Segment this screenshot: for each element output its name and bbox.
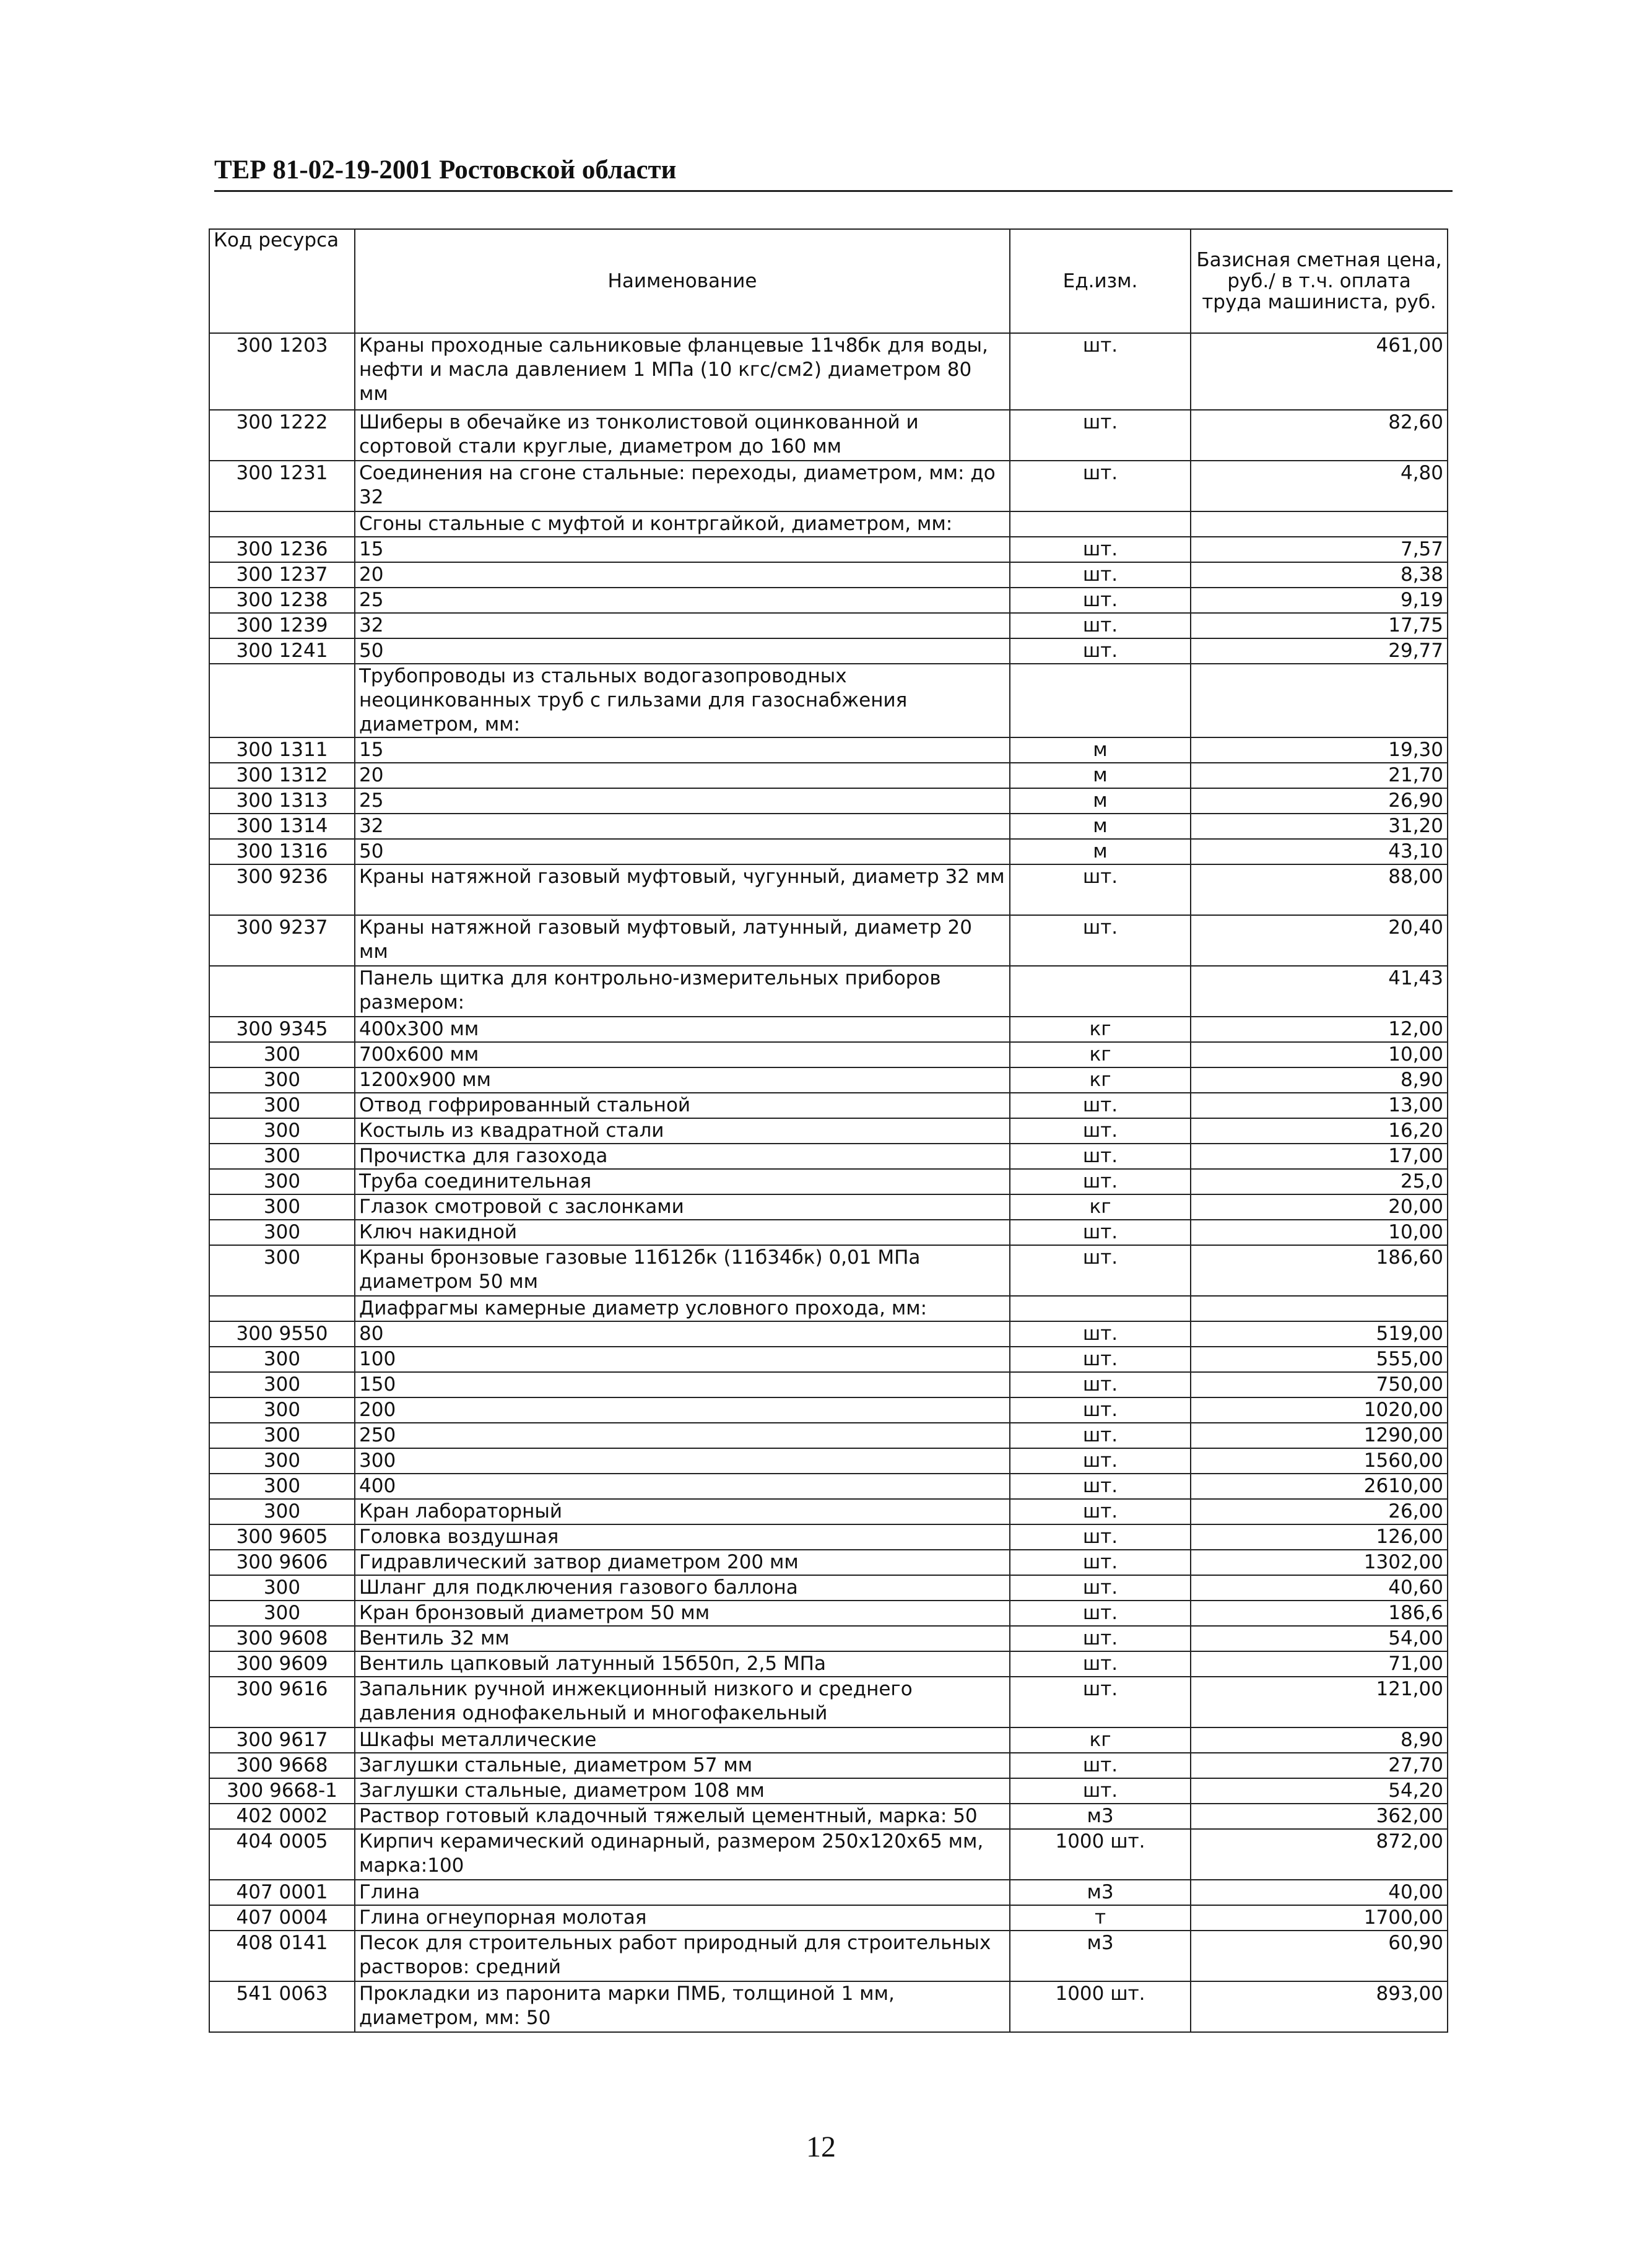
cell-name: Кирпич керамический одинарный, размером 250х120х65 мм, марка:100 bbox=[355, 1829, 1010, 1880]
cell-code: 404 0005 bbox=[209, 1829, 355, 1880]
cell-code: 300 9345 bbox=[209, 1017, 355, 1042]
cell-unit: шт. bbox=[1010, 1169, 1191, 1194]
cell-price: 362,00 bbox=[1191, 1804, 1448, 1829]
table-row bbox=[209, 1372, 1448, 1397]
cell-price: 8,90 bbox=[1191, 1727, 1448, 1753]
cell-unit: 1000 шт. bbox=[1010, 1981, 1191, 2032]
cell-code: 300 1241 bbox=[209, 638, 355, 664]
cell-name: Соединения на сгоне стальные: переходы, диаметром, мм: до 32 bbox=[355, 461, 1010, 511]
cell-price: 17,75 bbox=[1191, 613, 1448, 638]
cell-unit: шт. bbox=[1010, 1677, 1191, 1727]
table-row bbox=[209, 1778, 1448, 1804]
cell-code: 300 bbox=[209, 1499, 355, 1524]
cell-code: 300 9609 bbox=[209, 1651, 355, 1677]
cell-code: 300 9668 bbox=[209, 1753, 355, 1778]
cell-unit: шт. bbox=[1010, 1524, 1191, 1550]
table-row bbox=[209, 1626, 1448, 1651]
cell-price: 1302,00 bbox=[1191, 1550, 1448, 1575]
resource-price-table bbox=[209, 228, 1448, 2033]
cell-name: Раствор готовый кладочный тяжелый цементный, марка: 50 bbox=[355, 1804, 1010, 1829]
cell-price: 88,00 bbox=[1191, 864, 1448, 915]
cell-price: 19,30 bbox=[1191, 737, 1448, 763]
table-row bbox=[209, 1474, 1448, 1499]
cell-name: Краны натяжной газовый муфтовый, латунный, диаметр 20 мм bbox=[355, 915, 1010, 966]
table-row bbox=[209, 1981, 1448, 2032]
cell-code bbox=[209, 664, 355, 737]
cell-name: 250 bbox=[355, 1423, 1010, 1448]
table-row bbox=[209, 1499, 1448, 1524]
cell-price: 461,00 bbox=[1191, 333, 1448, 410]
cell-name: 32 bbox=[355, 814, 1010, 839]
cell-code: 300 bbox=[209, 1347, 355, 1372]
column-header-unit: Ед.изм. bbox=[1010, 229, 1191, 333]
table-row bbox=[209, 1601, 1448, 1626]
cell-price: 4,80 bbox=[1191, 461, 1448, 511]
cell-code: 300 1231 bbox=[209, 461, 355, 511]
cell-code: 300 bbox=[209, 1245, 355, 1296]
table-row bbox=[209, 1448, 1448, 1474]
cell-price: 121,00 bbox=[1191, 1677, 1448, 1727]
cell-name: Головка воздушная bbox=[355, 1524, 1010, 1550]
column-header-price: Базисная сметная цена, руб./ в т.ч. оплата труда машиниста, руб. bbox=[1191, 229, 1448, 333]
table-row bbox=[209, 814, 1448, 839]
cell-code: 300 1239 bbox=[209, 613, 355, 638]
cell-name: Панель щитка для контрольно-измерительных приборов размером: bbox=[355, 966, 1010, 1017]
cell-code: 407 0001 bbox=[209, 1880, 355, 1905]
cell-code: 300 1312 bbox=[209, 763, 355, 788]
table-row bbox=[209, 1347, 1448, 1372]
cell-name: Заглушки стальные, диаметром 108 мм bbox=[355, 1778, 1010, 1804]
table-row bbox=[209, 1804, 1448, 1829]
cell-unit: шт. bbox=[1010, 1372, 1191, 1397]
table-row bbox=[209, 1220, 1448, 1245]
cell-code: 300 bbox=[209, 1575, 355, 1601]
cell-code: 300 1203 bbox=[209, 333, 355, 410]
cell-price: 20,00 bbox=[1191, 1194, 1448, 1220]
cell-unit: кг bbox=[1010, 1194, 1191, 1220]
cell-code: 300 1237 bbox=[209, 562, 355, 588]
cell-price: 21,70 bbox=[1191, 763, 1448, 788]
table-row bbox=[209, 613, 1448, 638]
cell-price: 27,70 bbox=[1191, 1753, 1448, 1778]
cell-code: 300 9616 bbox=[209, 1677, 355, 1727]
cell-unit: шт. bbox=[1010, 1499, 1191, 1524]
cell-unit: шт. bbox=[1010, 1626, 1191, 1651]
cell-name: 25 bbox=[355, 788, 1010, 814]
cell-unit: кг bbox=[1010, 1727, 1191, 1753]
cell-name: 32 bbox=[355, 613, 1010, 638]
cell-name: Краны натяжной газовый муфтовый, чугунный, диаметр 32 мм bbox=[355, 864, 1010, 915]
cell-name: 300 bbox=[355, 1448, 1010, 1474]
document-title: ТЕР 81-02-19-2001 Ростовской области bbox=[214, 155, 677, 185]
cell-unit: шт. bbox=[1010, 1093, 1191, 1118]
cell-price: 40,00 bbox=[1191, 1880, 1448, 1905]
table-row bbox=[209, 1042, 1448, 1067]
cell-unit: шт. bbox=[1010, 333, 1191, 410]
table-row bbox=[209, 763, 1448, 788]
table-row bbox=[209, 839, 1448, 864]
cell-code: 300 9617 bbox=[209, 1727, 355, 1753]
table-row bbox=[209, 864, 1448, 915]
cell-name: 15 bbox=[355, 537, 1010, 562]
column-header-code: Код ресурса bbox=[209, 229, 355, 333]
cell-code: 300 9606 bbox=[209, 1550, 355, 1575]
table-row bbox=[209, 333, 1448, 410]
cell-unit: м3 bbox=[1010, 1931, 1191, 1981]
cell-unit: шт. bbox=[1010, 537, 1191, 562]
cell-price: 26,90 bbox=[1191, 788, 1448, 814]
table-row bbox=[209, 461, 1448, 511]
cell-price: 25,0 bbox=[1191, 1169, 1448, 1194]
table-row bbox=[209, 1397, 1448, 1423]
cell-name: Ключ накидной bbox=[355, 1220, 1010, 1245]
cell-name: Краны бронзовые газовые 11б12бк (11б34бк) 0,01 МПа диаметром 50 мм bbox=[355, 1245, 1010, 1296]
cell-price: 555,00 bbox=[1191, 1347, 1448, 1372]
cell-unit bbox=[1010, 511, 1191, 537]
table-row bbox=[209, 588, 1448, 613]
cell-unit: шт. bbox=[1010, 638, 1191, 664]
cell-name: 200 bbox=[355, 1397, 1010, 1423]
cell-name: Гидравлический затвор диаметром 200 мм bbox=[355, 1550, 1010, 1575]
table-row bbox=[209, 1651, 1448, 1677]
table-row bbox=[209, 664, 1448, 737]
cell-unit: шт. bbox=[1010, 1550, 1191, 1575]
table-row bbox=[209, 1067, 1448, 1093]
header-divider bbox=[214, 190, 1453, 192]
table-row bbox=[209, 788, 1448, 814]
cell-price: 20,40 bbox=[1191, 915, 1448, 966]
table-row bbox=[209, 1727, 1448, 1753]
cell-code: 402 0002 bbox=[209, 1804, 355, 1829]
table-row bbox=[209, 1753, 1448, 1778]
cell-price: 41,43 bbox=[1191, 966, 1448, 1017]
cell-price: 31,20 bbox=[1191, 814, 1448, 839]
cell-code: 541 0063 bbox=[209, 1981, 355, 2032]
table-row bbox=[209, 410, 1448, 461]
table-row bbox=[209, 1905, 1448, 1931]
table-row bbox=[209, 1194, 1448, 1220]
cell-name: Глина огнеупорная молотая bbox=[355, 1905, 1010, 1931]
cell-unit bbox=[1010, 966, 1191, 1017]
cell-unit bbox=[1010, 664, 1191, 737]
cell-code: 300 1316 bbox=[209, 839, 355, 864]
table-row bbox=[209, 1524, 1448, 1550]
cell-code: 300 bbox=[209, 1042, 355, 1067]
cell-unit: шт. bbox=[1010, 1601, 1191, 1626]
cell-unit: шт. bbox=[1010, 1321, 1191, 1347]
cell-price: 872,00 bbox=[1191, 1829, 1448, 1880]
cell-name: 1200х900 мм bbox=[355, 1067, 1010, 1093]
table-header-row bbox=[209, 229, 1448, 333]
table-row bbox=[209, 562, 1448, 588]
table-row bbox=[209, 537, 1448, 562]
cell-unit: 1000 шт. bbox=[1010, 1829, 1191, 1880]
table-row bbox=[209, 1144, 1448, 1169]
table-row bbox=[209, 1093, 1448, 1118]
cell-code: 300 1313 bbox=[209, 788, 355, 814]
cell-price: 40,60 bbox=[1191, 1575, 1448, 1601]
cell-name: Труба соединительная bbox=[355, 1169, 1010, 1194]
cell-name: Глина bbox=[355, 1880, 1010, 1905]
cell-name: 20 bbox=[355, 763, 1010, 788]
cell-name: Вентиль цапковый латунный 15б50п, 2,5 МПа bbox=[355, 1651, 1010, 1677]
cell-price bbox=[1191, 664, 1448, 737]
cell-code: 300 bbox=[209, 1397, 355, 1423]
table-row bbox=[209, 737, 1448, 763]
cell-price: 7,57 bbox=[1191, 537, 1448, 562]
table-row bbox=[209, 1245, 1448, 1296]
cell-name: Прокладки из паронита марки ПМБ, толщиной 1 мм, диаметром, мм: 50 bbox=[355, 1981, 1010, 2032]
cell-name: 50 bbox=[355, 638, 1010, 664]
table-row bbox=[209, 966, 1448, 1017]
cell-unit: шт. bbox=[1010, 1575, 1191, 1601]
cell-unit: шт. bbox=[1010, 864, 1191, 915]
cell-code: 300 bbox=[209, 1372, 355, 1397]
cell-name: Шланг для подключения газового баллона bbox=[355, 1575, 1010, 1601]
table-row bbox=[209, 915, 1448, 966]
cell-price: 54,00 bbox=[1191, 1626, 1448, 1651]
cell-unit: кг bbox=[1010, 1067, 1191, 1093]
cell-unit: м bbox=[1010, 788, 1191, 814]
cell-price: 750,00 bbox=[1191, 1372, 1448, 1397]
cell-code: 300 9605 bbox=[209, 1524, 355, 1550]
cell-code: 300 1236 bbox=[209, 537, 355, 562]
cell-price: 1290,00 bbox=[1191, 1423, 1448, 1448]
cell-code: 300 bbox=[209, 1423, 355, 1448]
cell-price: 71,00 bbox=[1191, 1651, 1448, 1677]
cell-name: Кран лабораторный bbox=[355, 1499, 1010, 1524]
cell-name: Трубопроводы из стальных водогазопроводных неоцинкованных труб с гильзами для газоснабжения диаметром, мм: bbox=[355, 664, 1010, 737]
cell-unit: шт. bbox=[1010, 588, 1191, 613]
cell-unit: шт. bbox=[1010, 461, 1191, 511]
cell-code: 300 bbox=[209, 1093, 355, 1118]
cell-name: Заглушки стальные, диаметром 57 мм bbox=[355, 1753, 1010, 1778]
cell-code bbox=[209, 511, 355, 537]
table-row bbox=[209, 1575, 1448, 1601]
cell-price: 12,00 bbox=[1191, 1017, 1448, 1042]
table-row bbox=[209, 1677, 1448, 1727]
cell-code: 300 bbox=[209, 1220, 355, 1245]
cell-unit: шт. bbox=[1010, 1220, 1191, 1245]
cell-code: 300 1238 bbox=[209, 588, 355, 613]
cell-name: Краны проходные сальниковые фланцевые 11ч8бк для воды, нефти и масла давлением 1 МПа (10 кгс/см2) диаметром 80 мм bbox=[355, 333, 1010, 410]
table-row bbox=[209, 1931, 1448, 1981]
cell-name: Вентиль 32 мм bbox=[355, 1626, 1010, 1651]
cell-unit: шт. bbox=[1010, 1347, 1191, 1372]
cell-name: Песок для строительных работ природный для строительных растворов: средний bbox=[355, 1931, 1010, 1981]
cell-name: 80 bbox=[355, 1321, 1010, 1347]
cell-unit: шт. bbox=[1010, 562, 1191, 588]
cell-unit: шт. bbox=[1010, 915, 1191, 966]
cell-code bbox=[209, 966, 355, 1017]
cell-price bbox=[1191, 1296, 1448, 1321]
cell-name: 700х600 мм bbox=[355, 1042, 1010, 1067]
cell-price: 2610,00 bbox=[1191, 1474, 1448, 1499]
cell-unit: м3 bbox=[1010, 1880, 1191, 1905]
cell-name: Диафрагмы камерные диаметр условного прохода, мм: bbox=[355, 1296, 1010, 1321]
cell-name: 50 bbox=[355, 839, 1010, 864]
cell-price: 60,90 bbox=[1191, 1931, 1448, 1981]
cell-code: 300 bbox=[209, 1601, 355, 1626]
cell-price: 8,38 bbox=[1191, 562, 1448, 588]
cell-code: 300 bbox=[209, 1474, 355, 1499]
cell-unit: кг bbox=[1010, 1042, 1191, 1067]
cell-price: 82,60 bbox=[1191, 410, 1448, 461]
cell-unit: шт. bbox=[1010, 1118, 1191, 1144]
cell-price: 186,6 bbox=[1191, 1601, 1448, 1626]
cell-name: Прочистка для газохода bbox=[355, 1144, 1010, 1169]
cell-name: Костыль из квадратной стали bbox=[355, 1118, 1010, 1144]
cell-price: 519,00 bbox=[1191, 1321, 1448, 1347]
cell-price: 17,00 bbox=[1191, 1144, 1448, 1169]
cell-unit: м bbox=[1010, 737, 1191, 763]
cell-name: 150 bbox=[355, 1372, 1010, 1397]
cell-price: 9,19 bbox=[1191, 588, 1448, 613]
cell-unit: шт. bbox=[1010, 1778, 1191, 1804]
cell-price: 29,77 bbox=[1191, 638, 1448, 664]
cell-unit: м bbox=[1010, 839, 1191, 864]
cell-code: 300 9236 bbox=[209, 864, 355, 915]
cell-unit: шт. bbox=[1010, 1651, 1191, 1677]
cell-name: Сгоны стальные с муфтой и контргайкой, диаметром, мм: bbox=[355, 511, 1010, 537]
table-row bbox=[209, 1880, 1448, 1905]
cell-code: 408 0141 bbox=[209, 1931, 355, 1981]
cell-price: 10,00 bbox=[1191, 1220, 1448, 1245]
cell-price: 1020,00 bbox=[1191, 1397, 1448, 1423]
cell-unit: шт. bbox=[1010, 613, 1191, 638]
cell-name: 20 bbox=[355, 562, 1010, 588]
cell-code: 300 9608 bbox=[209, 1626, 355, 1651]
cell-price bbox=[1191, 511, 1448, 537]
cell-name: 15 bbox=[355, 737, 1010, 763]
cell-unit: шт. bbox=[1010, 1397, 1191, 1423]
cell-code bbox=[209, 1296, 355, 1321]
cell-price: 43,10 bbox=[1191, 839, 1448, 864]
cell-price: 26,00 bbox=[1191, 1499, 1448, 1524]
table-row bbox=[209, 638, 1448, 664]
cell-code: 300 9550 bbox=[209, 1321, 355, 1347]
cell-unit: м3 bbox=[1010, 1804, 1191, 1829]
cell-price: 126,00 bbox=[1191, 1524, 1448, 1550]
cell-code: 300 9668-1 bbox=[209, 1778, 355, 1804]
cell-name: Шкафы металлические bbox=[355, 1727, 1010, 1753]
cell-unit bbox=[1010, 1296, 1191, 1321]
cell-unit: кг bbox=[1010, 1017, 1191, 1042]
cell-unit: шт. bbox=[1010, 1144, 1191, 1169]
cell-price: 1560,00 bbox=[1191, 1448, 1448, 1474]
table-row bbox=[209, 1118, 1448, 1144]
cell-unit: шт. bbox=[1010, 1423, 1191, 1448]
cell-code: 300 1311 bbox=[209, 737, 355, 763]
table-row bbox=[209, 1423, 1448, 1448]
cell-price: 13,00 bbox=[1191, 1093, 1448, 1118]
cell-price: 54,20 bbox=[1191, 1778, 1448, 1804]
cell-name: 400 bbox=[355, 1474, 1010, 1499]
cell-code: 300 bbox=[209, 1169, 355, 1194]
cell-name: Шиберы в обечайке из тонколистовой оцинкованной и сортовой стали круглые, диаметром до 160 мм bbox=[355, 410, 1010, 461]
cell-price: 186,60 bbox=[1191, 1245, 1448, 1296]
cell-price: 10,00 bbox=[1191, 1042, 1448, 1067]
cell-unit: шт. bbox=[1010, 1474, 1191, 1499]
page-number: 12 bbox=[806, 2131, 836, 2163]
table-row bbox=[209, 1321, 1448, 1347]
cell-name: Отвод гофрированный стальной bbox=[355, 1093, 1010, 1118]
cell-unit: шт. bbox=[1010, 1448, 1191, 1474]
cell-name: Запальник ручной инжекционный низкого и среднего давления однофакельный и многофакельный bbox=[355, 1677, 1010, 1727]
cell-unit: м bbox=[1010, 763, 1191, 788]
cell-name: 25 bbox=[355, 588, 1010, 613]
cell-code: 300 bbox=[209, 1118, 355, 1144]
cell-code: 300 bbox=[209, 1067, 355, 1093]
table-row bbox=[209, 1550, 1448, 1575]
table-row bbox=[209, 511, 1448, 537]
cell-unit: шт. bbox=[1010, 1245, 1191, 1296]
cell-code: 300 bbox=[209, 1448, 355, 1474]
cell-code: 300 9237 bbox=[209, 915, 355, 966]
table-row bbox=[209, 1017, 1448, 1042]
table-row bbox=[209, 1296, 1448, 1321]
cell-unit: шт. bbox=[1010, 1753, 1191, 1778]
table-body bbox=[209, 333, 1448, 2032]
cell-unit: шт. bbox=[1010, 410, 1191, 461]
cell-name: Кран бронзовый диаметром 50 мм bbox=[355, 1601, 1010, 1626]
cell-price: 16,20 bbox=[1191, 1118, 1448, 1144]
cell-unit: т bbox=[1010, 1905, 1191, 1931]
cell-code: 300 bbox=[209, 1144, 355, 1169]
cell-name: 100 bbox=[355, 1347, 1010, 1372]
cell-price: 893,00 bbox=[1191, 1981, 1448, 2032]
cell-price: 8,90 bbox=[1191, 1067, 1448, 1093]
cell-price: 1700,00 bbox=[1191, 1905, 1448, 1931]
cell-unit: м bbox=[1010, 814, 1191, 839]
cell-name: Глазок смотровой с заслонками bbox=[355, 1194, 1010, 1220]
column-header-name: Наименование bbox=[355, 229, 1010, 333]
cell-code: 300 1222 bbox=[209, 410, 355, 461]
table-row bbox=[209, 1829, 1448, 1880]
cell-code: 300 1314 bbox=[209, 814, 355, 839]
cell-name: 400х300 мм bbox=[355, 1017, 1010, 1042]
table-row bbox=[209, 1169, 1448, 1194]
cell-code: 407 0004 bbox=[209, 1905, 355, 1931]
cell-code: 300 bbox=[209, 1194, 355, 1220]
